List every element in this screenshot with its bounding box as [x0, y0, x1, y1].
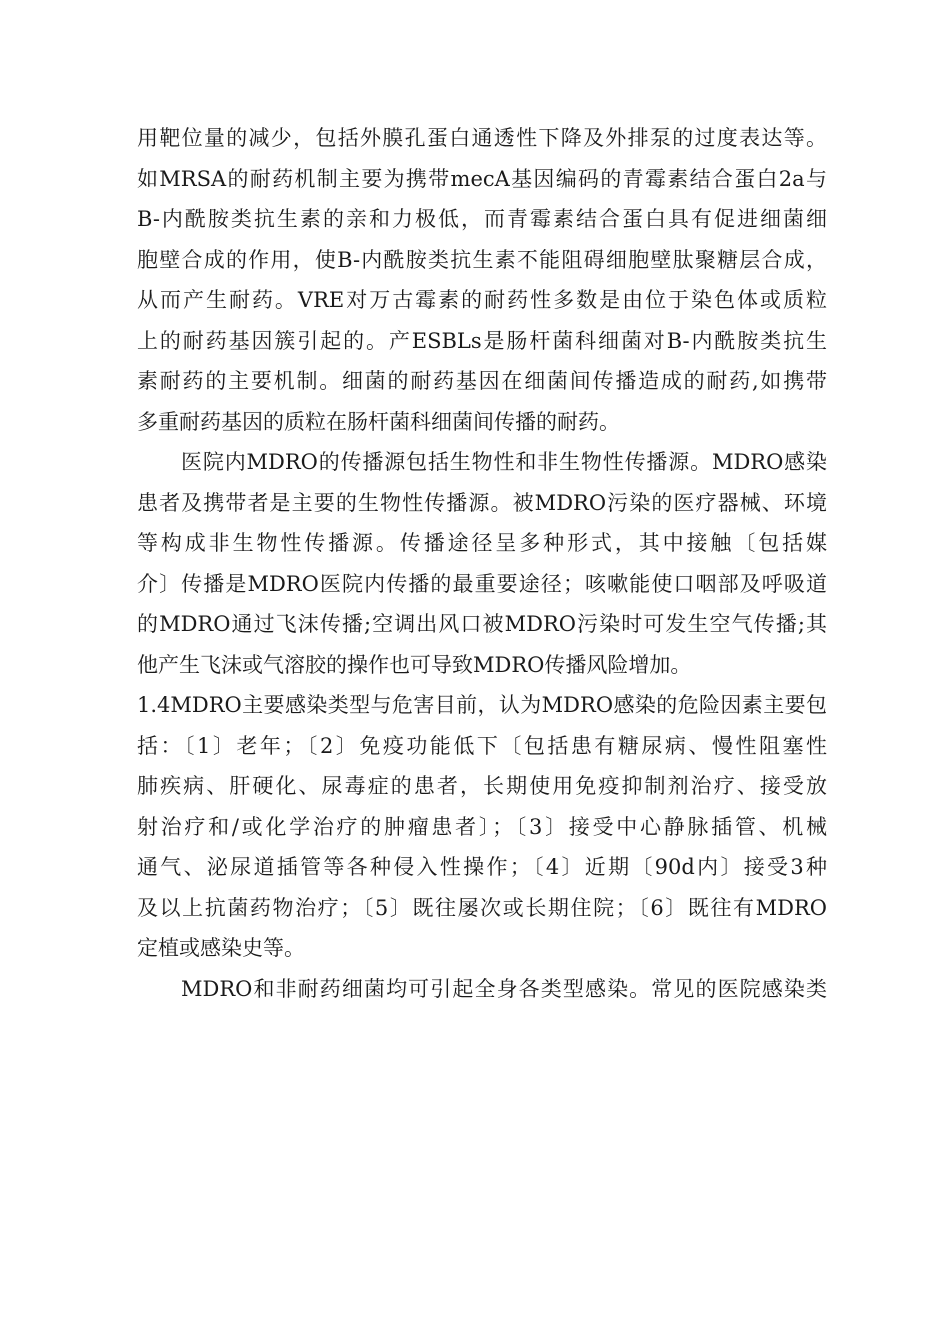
text-line: MDRO和非耐药细菌均可引起全身各类型感染。常见的医院感染类	[181, 976, 827, 1001]
paragraph-resistance-mechanisms	[137, 118, 827, 442]
text-line: 从而产生耐药。VRE对万古霉素的耐药性多数是由位于染色体或质粒	[137, 288, 827, 312]
text-line: 肺疾病、肝硬化、尿毒症的患者，长期使用免疫抑制剂治疗、接受放	[137, 774, 827, 798]
text-line: 胞壁合成的作用，使B-内酰胺类抗生素不能阻碍细胞壁肽聚糖层合成，	[137, 247, 827, 272]
paragraph-transmission-sources	[137, 442, 827, 685]
text-line: 上的耐药基因簇引起的。产ESBLs是肠杆菌科细菌对B-内酰胺类抗生	[137, 328, 827, 353]
text-line: B-内酰胺类抗生素的亲和力极低，而青霉素结合蛋白具有促进细菌细	[137, 207, 827, 231]
text-line: 1.4MDRO主要感染类型与危害目前，认为MDRO感染的危险因素主要包	[137, 693, 827, 717]
text-line: 射治疗和/或化学治疗的肿瘤患者〕；〔3〕接受中心静脉插管、机械	[137, 814, 827, 839]
text-line: 他产生飞沫或气溶胶的操作也可导致MDRO传播风险增加。	[137, 652, 692, 677]
text-line: 定植或感染史等。	[137, 936, 305, 960]
text-line: 及以上抗菌药物治疗；〔5〕既往屡次或长期住院；〔6〕既往有MDRO	[137, 895, 827, 920]
document-body	[137, 118, 827, 1009]
text-line: 多重耐药基因的质粒在肠杆菌科细菌间传播的耐药。	[137, 409, 620, 434]
paragraph-risk-factors	[137, 685, 827, 969]
paragraph-infection-types	[137, 969, 827, 1010]
text-line: 用靶位量的减少，包括外膜孔蛋白通透性下降及外排泵的过度表达等。	[137, 126, 827, 150]
text-line: 医院内MDRO的传播源包括生物性和非生物性传播源。MDRO感染	[181, 450, 827, 474]
text-line: 患者及携带者是主要的生物性传播源。被MDRO污染的医疗器械、环境	[137, 490, 827, 515]
text-line: 通气、泌尿道插管等各种侵入性操作；〔4〕近期〔90d内〕接受3种	[137, 855, 827, 879]
text-line: 介〕传播是MDRO医院内传播的最重要途径；咳嗽能使口咽部及呼吸道	[137, 571, 827, 596]
text-line: 素耐药的主要机制。细菌的耐药基因在细菌间传播造成的耐药,如携带	[137, 369, 827, 393]
text-line: 如MRSA的耐药机制主要为携带mecA基因编码的青霉素结合蛋白2a与	[137, 166, 827, 191]
text-line: 的MDRO通过飞沫传播;空调出风口被MDRO污染时可发生空气传播;其	[137, 612, 827, 636]
text-line: 括：〔1〕老年；〔2〕免疫功能低下〔包括患有糖尿病、慢性阻塞性	[137, 733, 827, 758]
text-line: 等构成非生物性传播源。传播途径呈多种形式，其中接触〔包括媒	[137, 531, 827, 555]
